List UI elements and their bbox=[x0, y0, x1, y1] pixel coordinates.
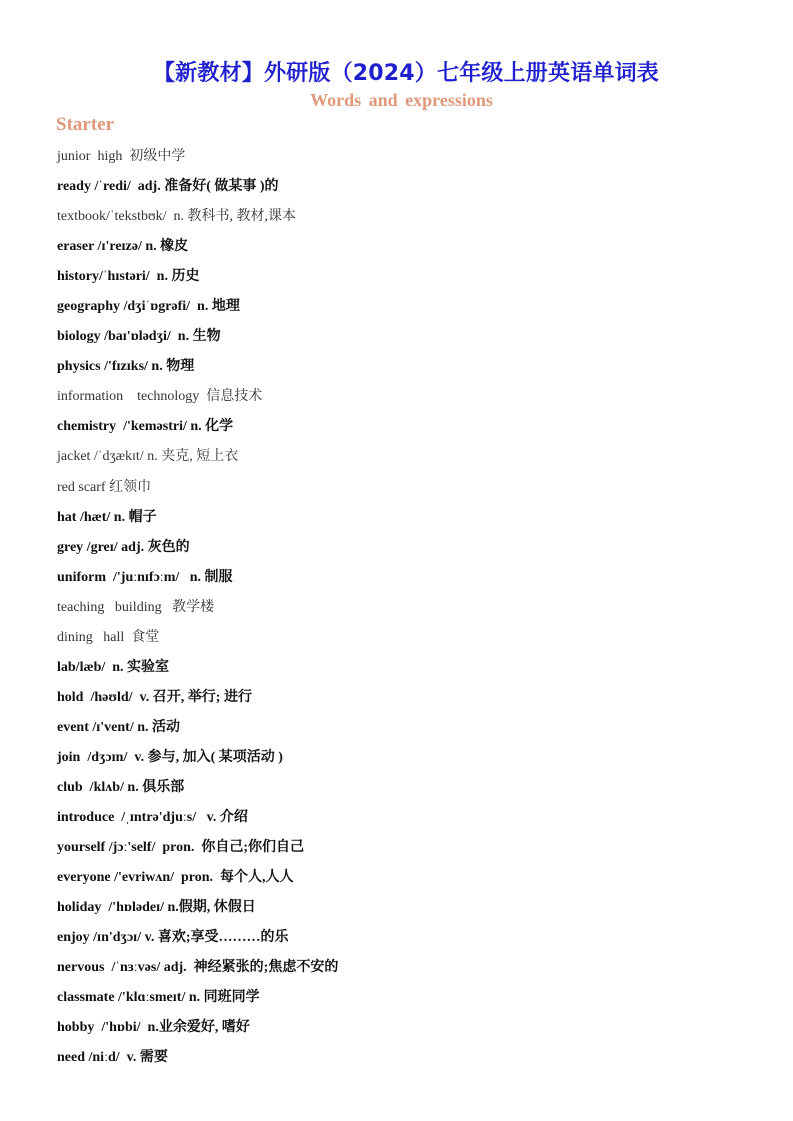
document-subtitle: Words and expressions bbox=[310, 90, 493, 110]
vocabulary-entry: hold /həʊld/ v. 召开, 举行; 进行 bbox=[57, 689, 252, 705]
vocabulary-entry: uniform /'juːnɪfɔːm/ n. 制服 bbox=[57, 569, 233, 585]
vocabulary-entry: introduce /ˌɪntrə'djuːs/ v. 介绍 bbox=[57, 810, 248, 826]
vocabulary-entry: physics /'fɪzɪks/ n. 物理 bbox=[57, 359, 195, 375]
vocabulary-entry: ready /ˈredi/ adj. 准备好( 做某事 )的 bbox=[57, 179, 279, 195]
vocabulary-entry: information technology 信息技术 bbox=[57, 389, 263, 405]
vocabulary-list bbox=[57, 142, 338, 1073]
document-title: 【新教材】外研版（2024）七年级上册英语单词表 bbox=[152, 61, 660, 86]
vocabulary-entry: event /ɪ'vent/ n. 活动 bbox=[57, 719, 181, 735]
vocabulary-entry: dining hall 食堂 bbox=[57, 629, 160, 645]
section-heading: Starter bbox=[56, 114, 115, 135]
vocabulary-entry: hat /hæt/ n. 帽子 bbox=[57, 509, 157, 525]
vocabulary-entry: enjoy /ɪn'dʒɔɪ/ v. 喜欢;享受………的乐 bbox=[57, 930, 289, 946]
vocabulary-entry: red scarf 红领巾 bbox=[57, 479, 152, 495]
vocabulary-entry: grey /greɪ/ adj. 灰色的 bbox=[57, 539, 190, 555]
vocabulary-entry: textbook/ˈtekstbʊk/ n. 教科书, 教材,课本 bbox=[57, 209, 297, 225]
vocabulary-entry: join /dʒɔɪn/ v. 参与, 加入( 某项活动 ) bbox=[57, 749, 283, 765]
vocabulary-entry: everyone /'evriwʌn/ pron. 每个人,人人 bbox=[57, 870, 294, 886]
vocabulary-entry: biology /baɪ'ɒlədʒi/ n. 生物 bbox=[57, 329, 221, 345]
vocabulary-entry: hobby /'hɒbi/ n.业余爱好, 嗜好 bbox=[57, 1020, 250, 1036]
vocabulary-entry: eraser /ɪ'reɪzə/ n. 橡皮 bbox=[57, 239, 189, 255]
vocabulary-entry: geography /dʒiˈɒgrəfi/ n. 地理 bbox=[57, 299, 240, 315]
vocabulary-entry: history/ˈhɪstəri/ n. 历史 bbox=[57, 269, 200, 285]
vocabulary-entry: holiday /'hɒlədeɪ/ n.假期, 休假日 bbox=[57, 900, 256, 916]
vocabulary-entry: yourself /jɔː'self/ pron. 你自己;你们自己 bbox=[57, 840, 305, 856]
vocabulary-entry: classmate /'klɑːsmeɪt/ n. 同班同学 bbox=[57, 990, 260, 1006]
vocabulary-entry: need /niːd/ v. 需要 bbox=[57, 1050, 168, 1066]
vocabulary-entry: junior high 初级中学 bbox=[57, 149, 186, 164]
vocabulary-entry: club /klʌb/ n. 俱乐部 bbox=[57, 779, 185, 795]
vocabulary-entry: jacket /ˈdʒækɪt/ n. 夹克, 短上衣 bbox=[57, 449, 239, 465]
vocabulary-entry: lab/læb/ n. 实验室 bbox=[57, 659, 170, 675]
vocabulary-entry: nervous /ˈnɜːvəs/ adj. 神经紧张的;焦虑不安的 bbox=[57, 960, 339, 976]
vocabulary-entry: teaching building 教学楼 bbox=[57, 599, 215, 615]
vocabulary-entry: chemistry /'keməstri/ n. 化学 bbox=[57, 419, 234, 435]
